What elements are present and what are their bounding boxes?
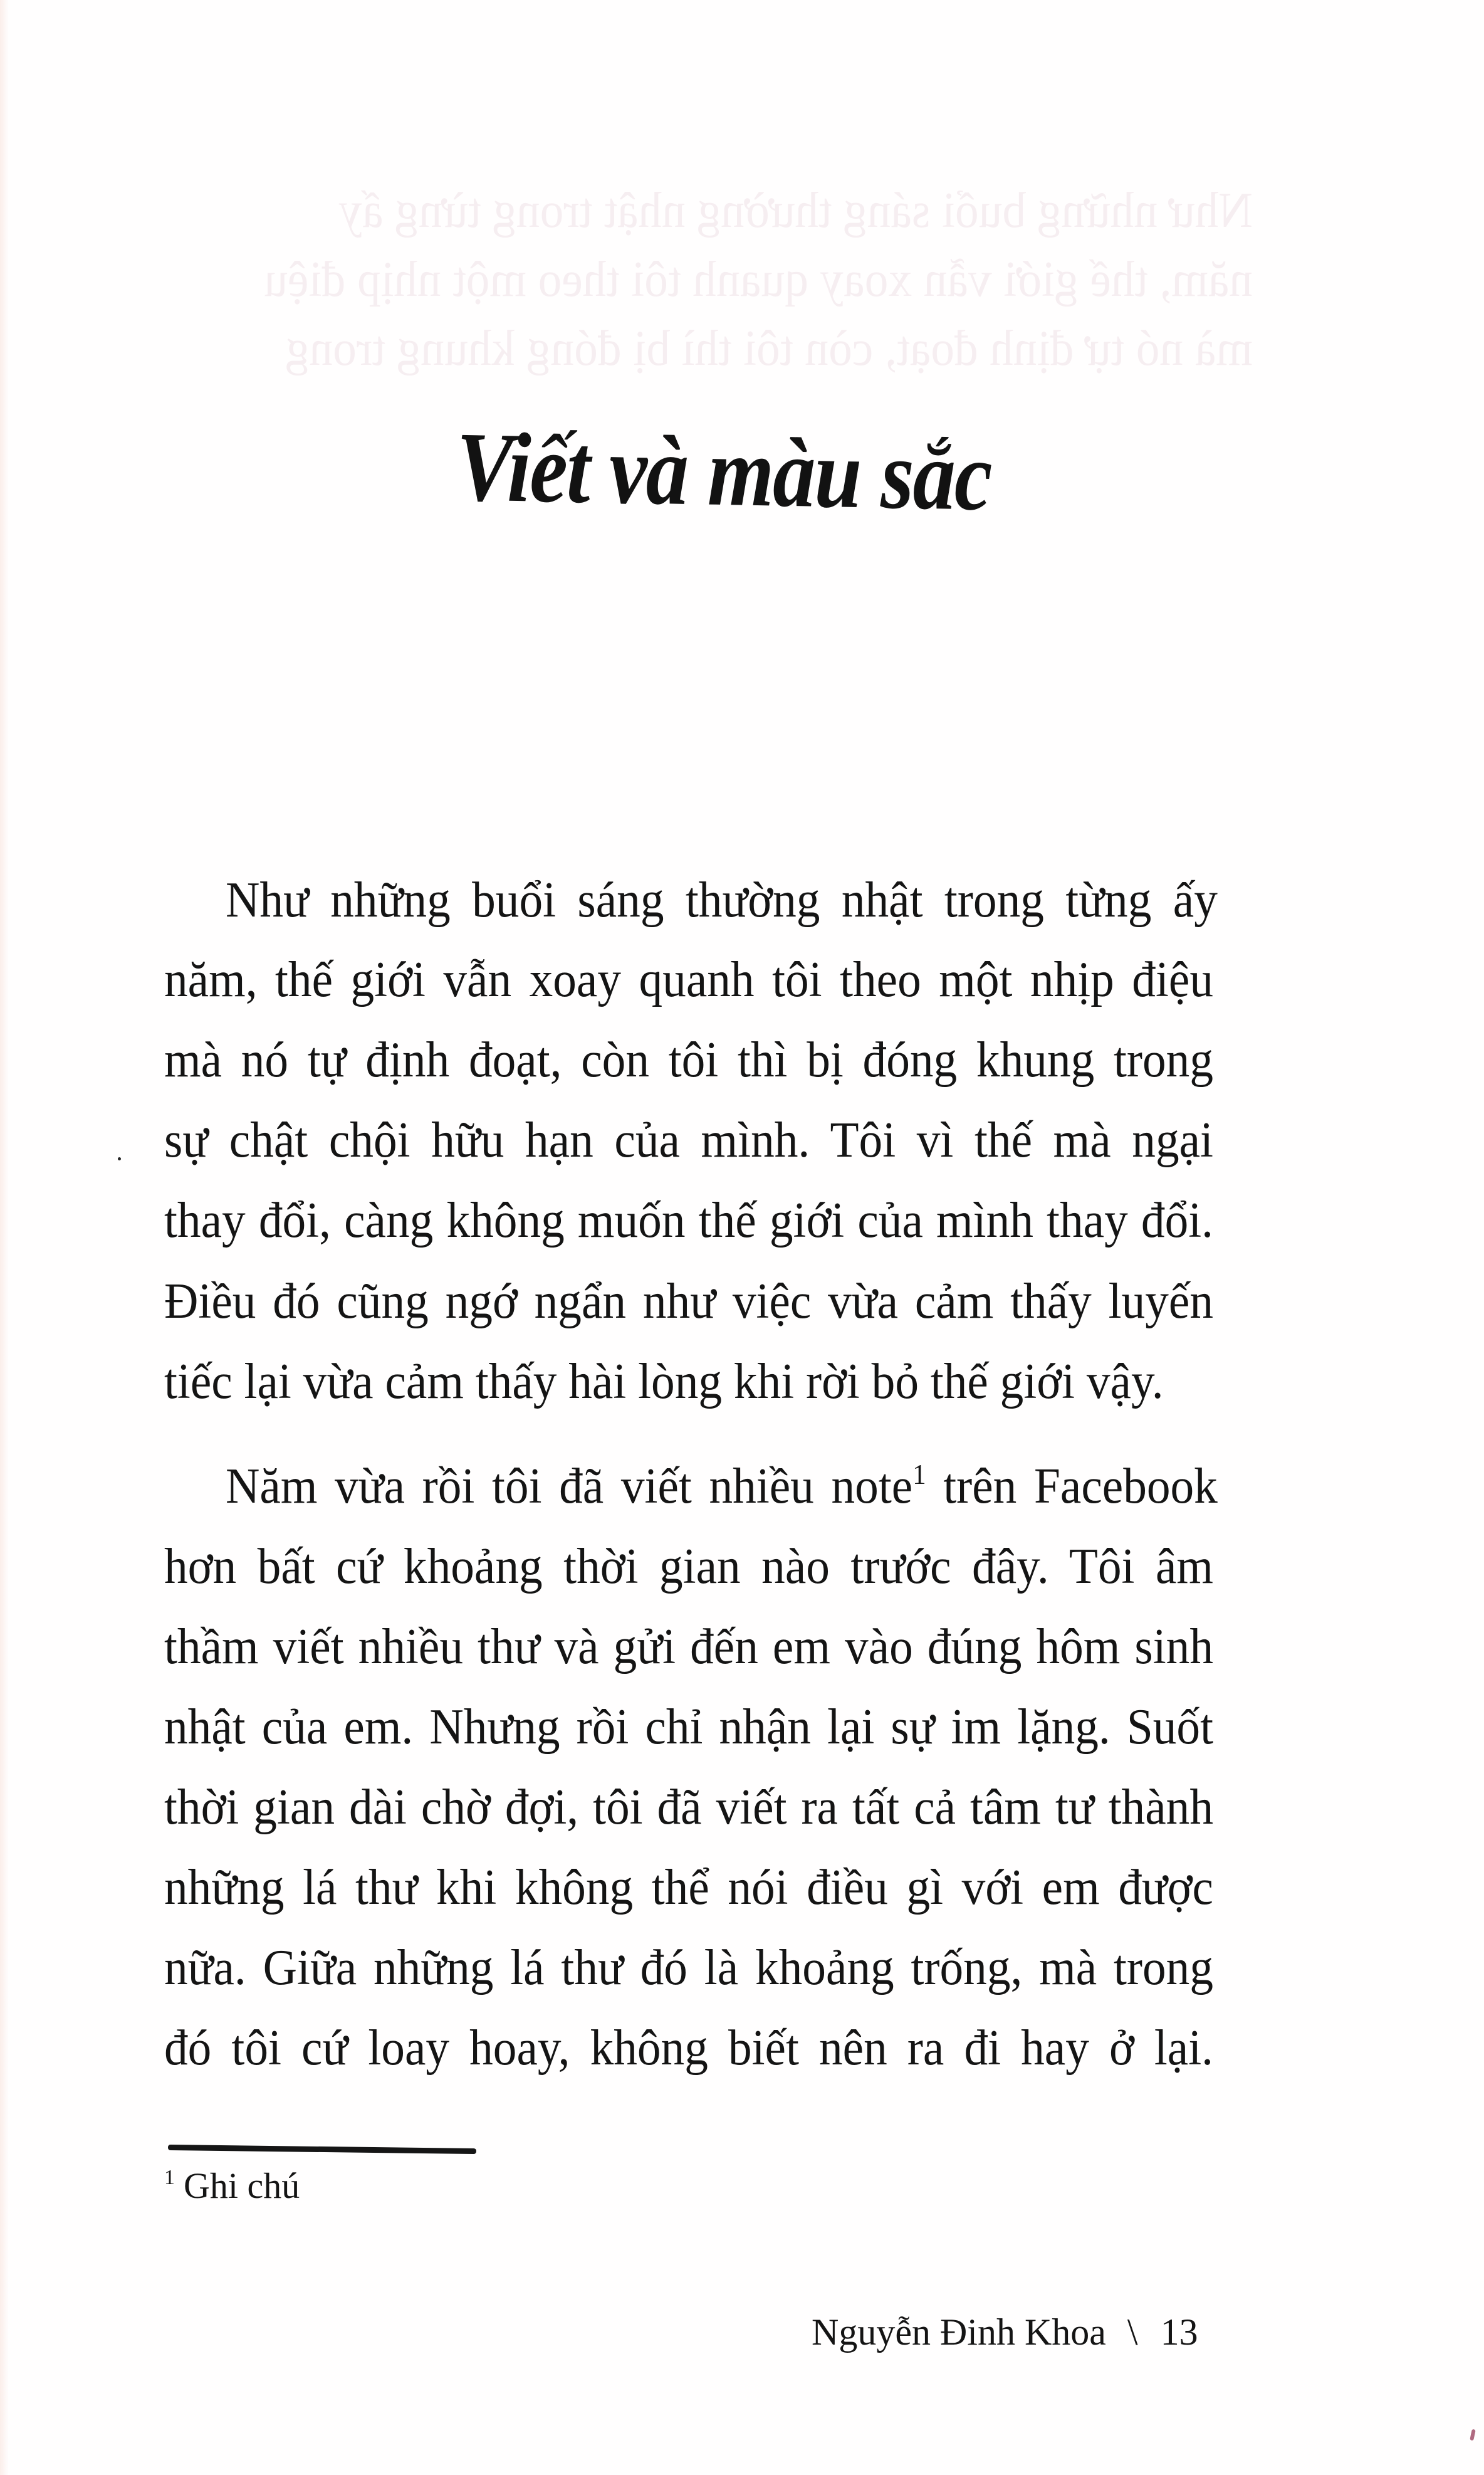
chapter-title: Viết và màu sắc: [455, 412, 992, 532]
page-gutter-edge: [0, 0, 9, 2475]
paragraph-1-line-4: sự chật chội hữu hạn của mình. Tôi vì thế mà ngại: [164, 1111, 1213, 1168]
show-through-text: Như những buổi sáng thường nhật trong từng ấy: [338, 182, 1253, 238]
scan-mark: [1470, 2429, 1476, 2441]
paragraph-2-line-4: nhật của em. Nhưng rồi chỉ nhận lại sự im lặng. Suốt: [164, 1698, 1213, 1755]
paragraph-2-line-8: đó tôi cứ loay hoay, không biết nên ra đi hay ở lại.: [164, 2019, 1213, 2076]
running-footer: [812, 2307, 1198, 2357]
paragraph-1-line-7: tiếc lại vừa cảm thấy hài lòng khi rời bỏ thế giới vậy.: [164, 1353, 1164, 1409]
paragraph-1-line-3: mà nó tự định đoạt, còn tôi thì bị đóng khung trong: [164, 1031, 1213, 1088]
paragraph-2-line-2: hơn bất cứ khoảng thời gian nào trước đây. Tôi âm: [164, 1538, 1213, 1594]
show-through-text: mà nó tự định đoạt, còn tôi thì bị đóng khung trong: [285, 320, 1253, 376]
paragraph-1-line-2: năm, thế giới vẫn xoay quanh tôi theo một nhịp điệu: [164, 951, 1213, 1007]
paragraph-2-line-5: thời gian dài chờ đợi, tôi đã viết ra tất cả tâm tư thành: [164, 1779, 1213, 1835]
footnote-reference[interactable]: 1: [912, 1458, 926, 1490]
paragraph-2-line-7: nữa. Giữa những lá thư đó là khoảng trống, mà trong: [164, 1939, 1213, 1995]
scan-speck: [118, 1157, 121, 1160]
footer-separator: \: [1127, 2311, 1138, 2353]
paragraph-2-line-1-text: Năm vừa rồi tôi đã viết nhiều note: [226, 1458, 913, 1514]
page-number: 13: [1160, 2311, 1198, 2353]
author-name: Nguyễn Đinh Khoa: [812, 2311, 1106, 2353]
paragraph-2-line-3: thầm viết nhiều thư và gửi đến em vào đúng hôm sinh: [164, 1618, 1213, 1674]
footnote-text: Ghi chú: [184, 2165, 300, 2206]
footnote-divider: [168, 2145, 476, 2154]
paragraph-2-line-1-tail: trên Facebook: [926, 1458, 1218, 1514]
paragraph-2-line-1: [226, 1454, 1218, 1517]
footnote-mark: 1: [164, 2166, 175, 2189]
footnote: [164, 2164, 300, 2208]
show-through-text: năm, thế giới vẫn xoay quanh tôi theo một nhịp điệu: [264, 251, 1253, 307]
paragraph-1-line-1: Như những buổi sáng thường nhật trong từng ấy: [226, 871, 1218, 928]
paragraph-1-line-6: Điều đó cũng ngớ ngẩn như việc vừa cảm thấy luyến: [164, 1273, 1213, 1329]
paragraph-1-line-5: thay đổi, càng không muốn thế giới của mình thay đổi.: [164, 1192, 1213, 1248]
paragraph-2-line-6: những lá thư khi không thể nói điều gì với em được: [164, 1859, 1213, 1915]
